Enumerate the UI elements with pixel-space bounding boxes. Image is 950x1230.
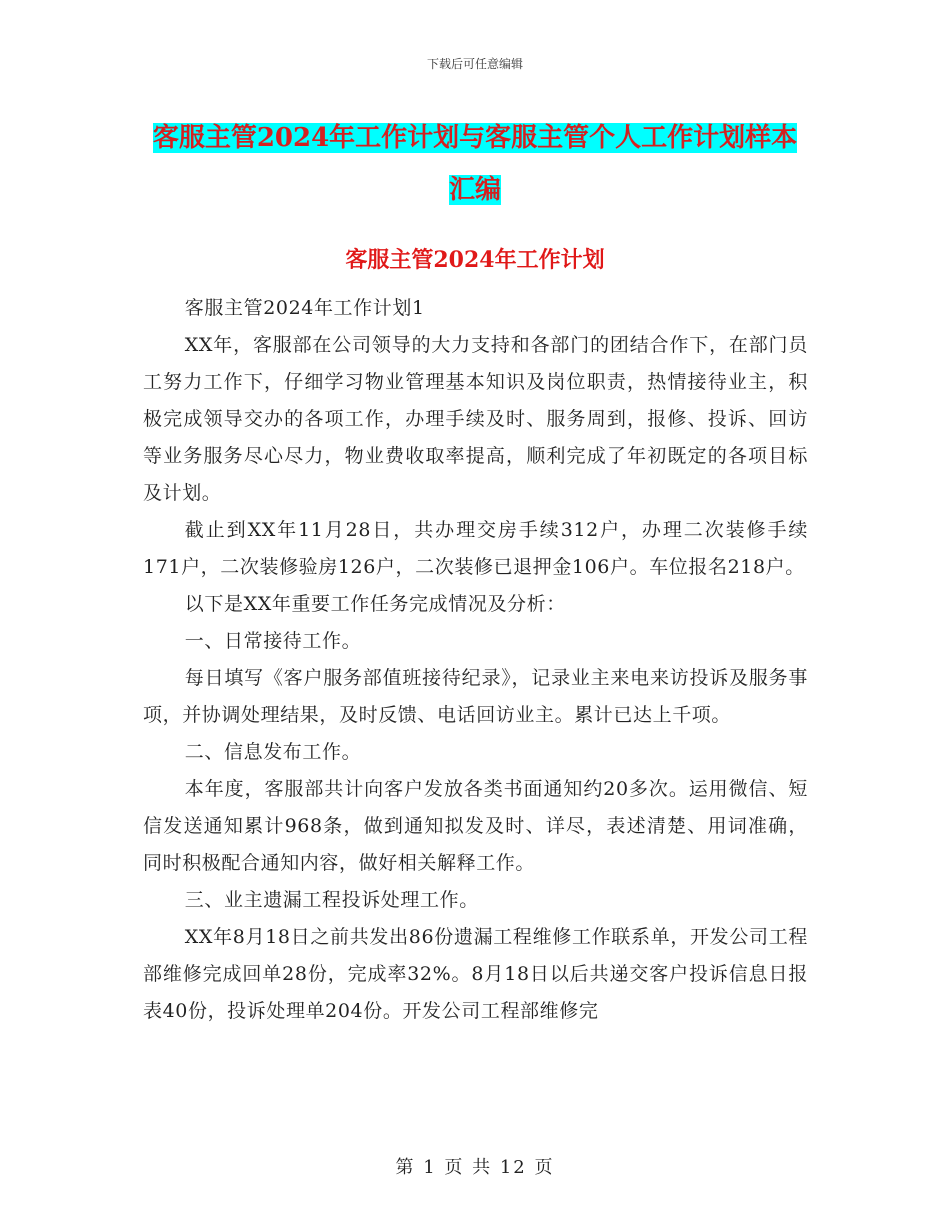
paragraph: 每日填写《客户服务部值班接待纪录》，记录业主来电来访投诉及服务事项，并协调处理结果，及时反馈、电话回访业主。累计已达上千项。: [143, 667, 808, 726]
paragraph: 以下是XX年重要工作任务完成情况及分析：: [184, 593, 566, 615]
section-title: 客服主管2024年工作计划: [345, 247, 605, 273]
paragraph: 截止到XX年11月28日，共办理交房手续312户，办理二次装修手续171户，二次装修验房126户，二次装修已退押金106户。车位报名218户。: [143, 519, 808, 578]
document-title: [140, 112, 810, 216]
paragraph: 二、信息发布工作。: [184, 741, 362, 763]
document-body: [143, 290, 808, 1030]
page-footer: 第 1 页 共 12 页: [395, 1157, 555, 1178]
page-header-note: 下载后可任意编辑: [426, 57, 523, 71]
paragraph: 客服主管2024年工作计划1: [184, 297, 425, 319]
paragraph: XX年，客服部在公司领导的大力支持和各部门的团结合作下，在部门员工努力工作下，仔细学习物业管理基本知识及岗位职责，热情接待业主，积极完成领导交办的各项工作，办理手续及时、服务周到，报修、投诉、回访等业务服务尽心尽力，物业费收取率提高，顺利完成了年初既定的各项目标及计划。: [143, 334, 808, 504]
paragraph: XX年8月18日之前共发出86份遗漏工程维修工作联系单，开发公司工程部维修完成回单28份，完成率32%。8月18日以后共递交客户投诉信息日报表40份，投诉处理单204份。开发公司工程部维修完: [143, 926, 808, 1022]
paragraph: 本年度，客服部共计向客户发放各类书面通知约20多次。运用微信、短信发送通知累计968条，做到通知拟发及时、详尽，表述清楚、用词准确，同时积极配合通知内容，做好相关解释工作。: [143, 778, 808, 874]
paragraph: 三、业主遗漏工程投诉处理工作。: [184, 889, 479, 911]
title-text: 客服主管2024年工作计划与客服主管个人工作计划样本汇编: [152, 123, 798, 205]
paragraph: 一、日常接待工作。: [184, 630, 362, 652]
